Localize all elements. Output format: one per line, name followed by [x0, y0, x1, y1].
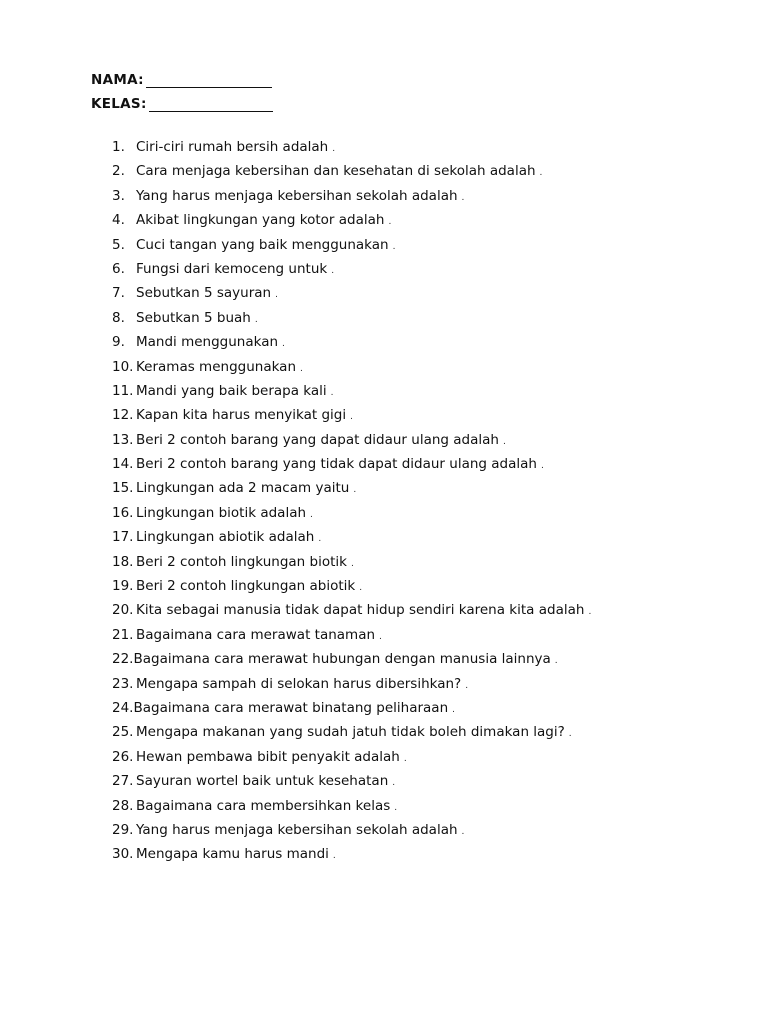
question-number: 25. [112, 724, 134, 741]
answer-blank[interactable]: . [359, 583, 363, 594]
question-number: 1. [112, 139, 125, 155]
answer-blank[interactable]: . [461, 826, 465, 837]
question-item [112, 432, 712, 456]
question-number: 15. [112, 480, 134, 497]
question-text: Bagaimana cara merawat tanaman [136, 626, 376, 643]
answer-blank[interactable]: . [282, 339, 285, 350]
question-item [112, 285, 712, 309]
question-number: 18. [112, 553, 134, 570]
name-row [91, 64, 291, 88]
class-row [91, 88, 291, 112]
question-number: 19. [112, 578, 134, 595]
question-text: Yang harus menjaga kebersihan sekolah adalah [136, 821, 458, 838]
question-number: 3. [112, 187, 125, 204]
answer-blank[interactable]: . [392, 241, 396, 252]
question-text: Mengapa kamu harus mandi [136, 846, 329, 863]
question-text: Akibat lingkungan yang kotor adalah [136, 212, 385, 229]
question-item [112, 822, 712, 846]
question-number: 27. [112, 773, 134, 790]
answer-blank[interactable]: . [331, 265, 335, 276]
question-text: Sebutkan 5 sayuran [136, 285, 272, 302]
question-text: Ciri-ciri rumah bersih adalah [136, 139, 329, 155]
answer-blank[interactable]: . [350, 412, 353, 423]
answer-blank[interactable]: . [353, 485, 357, 496]
question-number: 9. [112, 334, 125, 351]
question-item [112, 188, 712, 212]
question-item [112, 407, 712, 431]
question-item [112, 212, 712, 236]
question-number: 13. [112, 431, 134, 448]
question-item [112, 505, 712, 529]
question-number: 22. [112, 651, 134, 668]
answer-blank[interactable]: . [275, 290, 278, 301]
answer-blank[interactable]: . [394, 802, 398, 813]
answer-blank[interactable]: . [540, 461, 544, 472]
question-list [112, 139, 712, 871]
name-fill-line[interactable] [146, 71, 272, 88]
question-number: 24. [112, 699, 134, 716]
question-text: Beri 2 contoh lingkungan abiotik [136, 578, 356, 595]
question-number: 2. [112, 163, 125, 180]
question-item [112, 139, 712, 163]
question-text: Mengapa makanan yang sudah jatuh tidak boleh dimakan lagi? [136, 724, 565, 741]
question-item [112, 163, 712, 187]
question-text: Kapan kita harus menyikat gigi [136, 407, 347, 424]
answer-blank[interactable]: . [379, 631, 382, 642]
question-item [112, 798, 712, 822]
question-text: Lingkungan biotik adalah [136, 504, 307, 521]
question-number: 26. [112, 748, 134, 765]
answer-blank[interactable]: . [539, 168, 543, 179]
question-item [112, 627, 712, 651]
question-text: Sebutkan 5 buah [136, 309, 251, 326]
question-item [112, 700, 712, 724]
answer-blank[interactable]: . [465, 680, 469, 691]
question-text: Mandi menggunakan [136, 334, 279, 351]
question-number: 6. [112, 260, 125, 277]
question-item [112, 237, 712, 261]
question-number: 10. [112, 358, 134, 375]
question-number: 20. [112, 602, 134, 619]
question-item [112, 676, 712, 700]
answer-blank[interactable]: . [461, 192, 465, 203]
question-number: 17. [112, 529, 134, 546]
answer-blank[interactable]: . [388, 217, 392, 228]
question-number: 12. [112, 407, 134, 424]
question-number: 28. [112, 797, 134, 814]
question-item [112, 724, 712, 748]
answer-blank[interactable]: . [332, 144, 336, 154]
answer-blank[interactable]: . [310, 509, 313, 520]
question-item [112, 749, 712, 773]
question-item [112, 456, 712, 480]
question-text: Yang harus menjaga kebersihan sekolah adalah [136, 187, 458, 204]
question-text: Kita sebagai manusia tidak dapat hidup sendiri karena kita adalah [136, 602, 585, 619]
question-item [112, 310, 712, 334]
answer-blank[interactable]: . [502, 436, 506, 447]
answer-blank[interactable]: . [392, 778, 396, 789]
question-text: Hewan pembawa bibit penyakit adalah [136, 748, 400, 765]
class-fill-line[interactable] [149, 95, 273, 112]
question-number: 14. [112, 456, 134, 473]
question-item [112, 554, 712, 578]
answer-blank[interactable]: . [554, 656, 558, 667]
answer-blank[interactable]: . [588, 607, 592, 618]
question-text: Cara menjaga kebersihan dan kesehatan di sekolah adalah [136, 163, 536, 180]
question-number: 8. [112, 309, 125, 326]
question-item [112, 529, 712, 553]
question-item [112, 846, 712, 870]
answer-blank[interactable]: . [452, 704, 456, 715]
question-item [112, 359, 712, 383]
question-item [112, 602, 712, 626]
answer-blank[interactable]: . [330, 387, 334, 398]
question-text: Mengapa sampah di selokan harus dibersihkan? [136, 675, 462, 692]
question-text: Keramas menggunakan [136, 358, 297, 375]
question-text: Bagaimana cara merawat binatang peliharaan [133, 699, 449, 716]
question-number: 29. [112, 821, 134, 838]
question-text: Bagaimana cara merawat hubungan dengan manusia lainnya [133, 651, 551, 668]
answer-blank[interactable]: . [568, 729, 572, 740]
question-item [112, 261, 712, 285]
question-number: 21. [112, 626, 134, 643]
question-text: Lingkungan abiotik adalah [136, 529, 315, 546]
question-text: Fungsi dari kemoceng untuk [136, 260, 328, 277]
question-text: Bagaimana cara membersihkan kelas [136, 797, 391, 814]
name-label: NAMA: [91, 72, 144, 88]
answer-blank[interactable]: . [403, 753, 407, 764]
question-text: Beri 2 contoh barang yang dapat didaur ulang adalah [136, 431, 499, 448]
question-item [112, 773, 712, 797]
question-text: Sayuran wortel baik untuk kesehatan [136, 773, 389, 790]
answer-blank[interactable]: . [318, 534, 322, 545]
question-text: Mandi yang baik berapa kali [136, 382, 327, 399]
question-number: 16. [112, 504, 134, 521]
question-text: Beri 2 contoh barang yang tidak dapat didaur ulang adalah [136, 456, 537, 473]
answer-blank[interactable]: . [300, 363, 303, 374]
question-number: 30. [112, 846, 134, 863]
question-number: 11. [112, 382, 134, 399]
student-info-header [91, 64, 291, 112]
question-number: 5. [112, 236, 125, 253]
class-label: KELAS: [91, 96, 147, 112]
question-item [112, 480, 712, 504]
question-number: 23. [112, 675, 134, 692]
answer-blank[interactable]: . [332, 851, 336, 862]
question-text: Cuci tangan yang baik menggunakan [136, 236, 389, 253]
answer-blank[interactable]: . [350, 558, 354, 569]
answer-blank[interactable]: . [254, 314, 258, 325]
question-item [112, 334, 712, 358]
question-item [112, 578, 712, 602]
question-item [112, 383, 712, 407]
question-text: Lingkungan ada 2 macam yaitu [136, 480, 350, 497]
question-number: 7. [112, 285, 125, 302]
question-item [112, 651, 712, 675]
question-number: 4. [112, 212, 125, 229]
question-text: Beri 2 contoh lingkungan biotik [136, 553, 347, 570]
